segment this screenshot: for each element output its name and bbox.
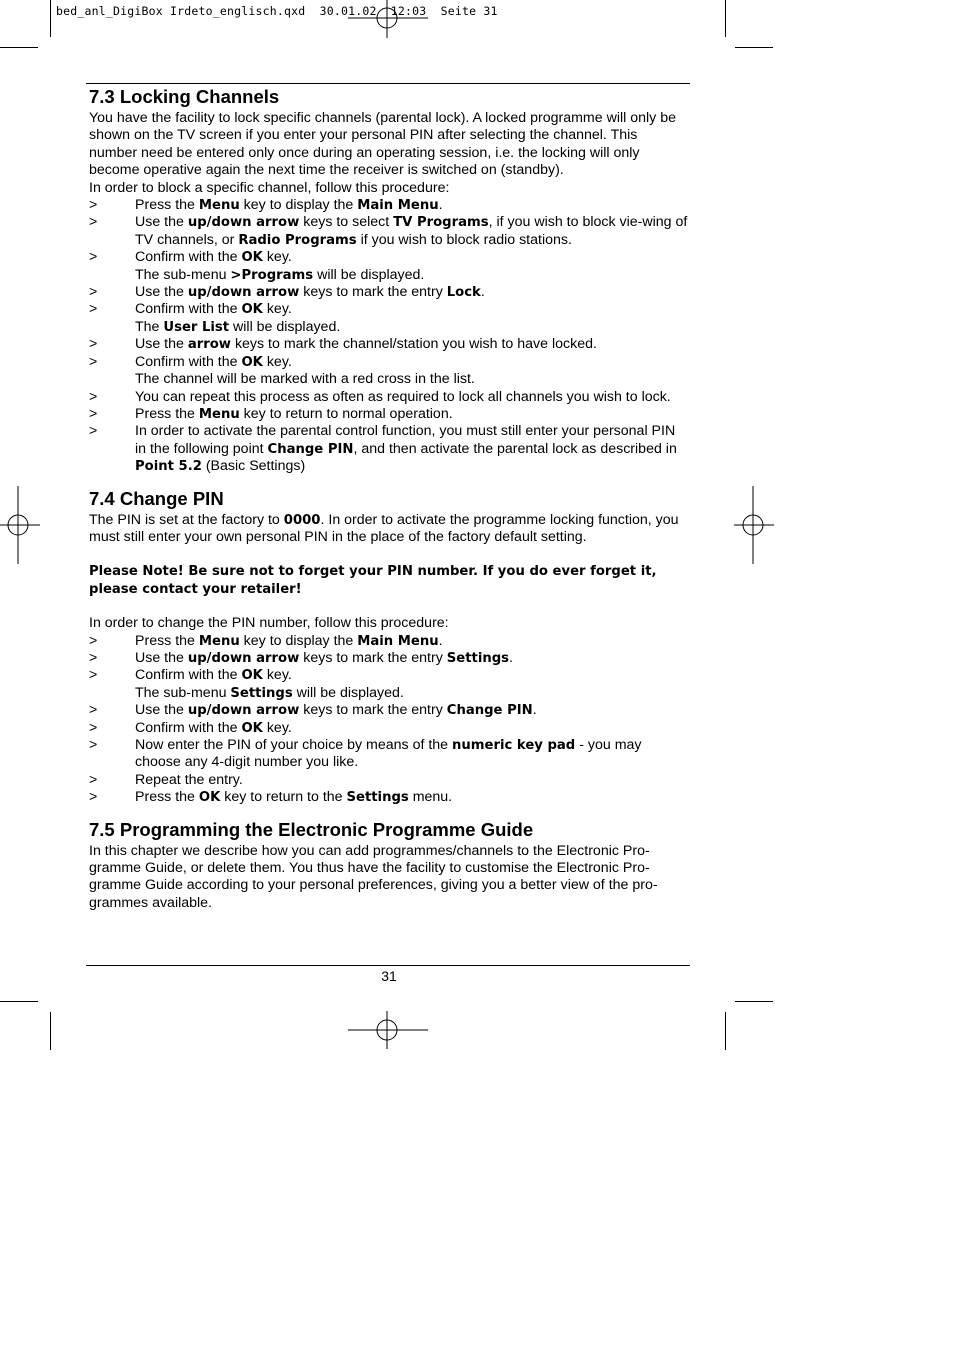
section-7-5-intro: In this chapter we describe how you can add programmes/channels to the Electronic Pro-gramme Guide, or delete them. You thus have the facility to customise the Electronic Pro-gramme Guide according to your personal preferences, giving you a better view of the pro-grammes available. [89, 842, 658, 911]
text-run: The sub-menu [135, 684, 231, 701]
procedure-step [89, 423, 689, 475]
crop-mark-top-left-h [0, 47, 38, 48]
text-run: Confirm with the [135, 301, 242, 318]
bold-term: OK [241, 668, 263, 684]
bold-term: numeric key pad [452, 738, 576, 753]
text-run: , and then activate the parental lock as described in [353, 440, 677, 457]
bold-term: Radio Programs [238, 232, 357, 248]
step-bullet: > [89, 737, 98, 753]
step-bullet: > [89, 284, 98, 301]
step-bullet: > [89, 301, 98, 318]
crop-mark-bottom-left-h [0, 1001, 38, 1002]
step-bullet: > [89, 649, 98, 666]
procedure-step [89, 737, 689, 772]
text-run: , if you wish to block vie-wing of TV channels, or [135, 214, 688, 248]
text-run: keys to select [299, 214, 394, 231]
text-run: . [438, 197, 443, 214]
bold-term: arrow [187, 337, 231, 353]
bold-term: up/down arrow [187, 650, 300, 666]
text-run: Use the [135, 649, 188, 666]
bold-term: OK [241, 720, 263, 736]
procedure-step [89, 406, 689, 423]
text-run: key. [262, 301, 292, 318]
bold-term: User List [163, 319, 230, 335]
crop-mark-bottom-right-v [725, 1012, 726, 1050]
step-bullet: > [89, 632, 98, 649]
procedure-step [89, 389, 689, 406]
header-rule [86, 83, 690, 84]
procedure-step [89, 197, 689, 214]
text-run: key. [262, 353, 292, 370]
text-run: Confirm with the [135, 719, 242, 736]
procedure-step [89, 789, 689, 806]
bold-term: Menu [198, 633, 240, 649]
text-run: key to display the [239, 632, 358, 649]
step-bullet: > [89, 423, 98, 440]
section-7-5-heading: 7.5 Programming the Electronic Programme Guide [89, 818, 534, 840]
text-run: Use the [135, 214, 188, 231]
bold-term: Menu [198, 406, 240, 422]
step-bullet: > [89, 336, 98, 353]
footer-rule [86, 965, 690, 966]
section-7-3-steps [89, 197, 689, 476]
text-run: In order to activate the parental control function, you must still enter your personal PIN in the following point [135, 423, 676, 457]
pin-warning-note: Please Note! Be sure not to forget your PIN number. If you do ever forget it, please contact your retailer! [89, 564, 657, 597]
bold-term: Point 5.2 [135, 459, 202, 475]
text-run: The PIN is set at the factory to [89, 511, 284, 528]
bold-term: Main Menu [357, 633, 439, 649]
text-run: key. [262, 667, 292, 684]
step-bullet: > [89, 405, 98, 422]
bold-term: OK [241, 354, 263, 370]
procedure-step [89, 249, 689, 266]
step-result-note [89, 685, 689, 702]
bold-term: Settings [230, 685, 293, 701]
step-result-note [89, 267, 689, 284]
bold-term: Settings [446, 650, 510, 666]
text-run: key to return to the [220, 789, 347, 806]
step-bullet: > [89, 214, 98, 231]
procedure-step [89, 214, 689, 249]
text-run: (Basic Settings) [201, 458, 306, 475]
section-7-3-heading: 7.3 Locking Channels [89, 86, 280, 107]
text-run: Press the [135, 632, 199, 649]
bold-term: OK [198, 790, 221, 806]
bold-term: Lock [446, 285, 481, 301]
registration-mark-bottom-icon [348, 1011, 428, 1051]
bold-term: Settings [346, 790, 409, 806]
procedure-step [89, 702, 689, 719]
step-bullet: > [89, 388, 98, 405]
step-bullet: > [89, 789, 98, 806]
text-run: . In order to activate the programme locking function, you must still enter your own personal PIN in the place of the factory default setting. [89, 511, 679, 545]
crop-mark-top-left-v [50, 0, 51, 37]
registration-mark-top-icon [348, 0, 428, 40]
step-bullet: > [89, 771, 98, 788]
bold-term: >Programs [230, 267, 314, 283]
bold-term: OK [241, 302, 263, 318]
bold-term: 0000 [283, 512, 321, 528]
page-number: 31 [381, 968, 397, 984]
text-run: The channel will be marked with a red cross in the list. [135, 371, 475, 388]
step-bullet: > [89, 667, 98, 684]
text-run: Use the [135, 284, 188, 301]
section-7-3-intro: You have the facility to lock specific channels (parental lock). A locked programme will only be shown on the TV screen if you enter your personal PIN after selecting the channel. This number need be entered only once during an operating session, i.e. the locking will only become operative again the next time the receiver is switched on (standby). [89, 110, 676, 179]
step-bullet: > [89, 197, 98, 214]
bold-term: TV Programs [393, 215, 489, 231]
step-bullet: > [89, 702, 98, 719]
text-run: will be displayed. [313, 266, 425, 283]
procedure-step [89, 284, 689, 301]
text-run: Press the [135, 789, 199, 806]
section-7-4-lead: In order to change the PIN number, follow this procedure: [89, 615, 449, 632]
text-run: Confirm with the [135, 667, 242, 684]
text-run: key. [262, 719, 292, 736]
text-run: keys to mark the entry [299, 702, 447, 719]
text-run: Use the [135, 702, 188, 719]
crop-mark-bottom-left-v [50, 1012, 51, 1050]
bold-term: Main Menu [357, 198, 439, 214]
procedure-step [89, 336, 689, 353]
text-run: - you may choose any 4-digit number you like. [135, 737, 642, 771]
text-run: Use the [135, 336, 188, 353]
page-content [89, 86, 689, 912]
text-run: keys to mark the entry [299, 284, 447, 301]
text-run: keys to mark the channel/station you wish to have locked. [231, 336, 597, 353]
procedure-step [89, 301, 689, 318]
text-run: . [438, 632, 443, 649]
registration-mark-left-icon [0, 486, 40, 566]
section-7-3-lead: In order to block a specific channel, follow this procedure: [89, 179, 450, 196]
text-run: menu. [408, 789, 453, 806]
text-run: The [135, 318, 164, 335]
text-run: Repeat the entry. [135, 771, 243, 788]
crop-mark-bottom-right-h [735, 1001, 773, 1002]
text-run: Confirm with the [135, 249, 242, 266]
step-bullet: > [89, 719, 98, 736]
file-slug: bed_anl_DigiBox Irdeto_englisch.qxd 30.01.02 12:03 Seite 31 [56, 4, 498, 18]
section-7-4-steps [89, 633, 689, 807]
text-run: Press the [135, 197, 199, 214]
text-run: key to return to normal operation. [239, 405, 453, 422]
text-run: You can repeat this process as often as required to lock all channels you wish to lock. [135, 388, 671, 405]
text-run: will be displayed. [292, 684, 404, 701]
procedure-step [89, 720, 689, 737]
procedure-step [89, 354, 689, 371]
text-run: Now enter the PIN of your choice by means of the [135, 737, 453, 753]
crop-mark-top-right-h [735, 47, 773, 48]
procedure-step [89, 650, 689, 667]
text-run: key. [262, 249, 292, 266]
text-run: if you wish to block radio stations. [356, 231, 572, 248]
bold-term: up/down arrow [187, 285, 300, 301]
step-result-note [89, 319, 689, 336]
step-bullet: > [89, 353, 98, 370]
section-7-4-heading: 7.4 Change PIN [89, 487, 224, 509]
text-run: . [509, 649, 513, 666]
bold-term: up/down arrow [187, 215, 300, 231]
registration-mark-right-icon [734, 486, 774, 566]
procedure-step [89, 667, 689, 684]
text-run: The sub-menu [135, 266, 231, 283]
procedure-step [89, 772, 689, 789]
step-result-note [89, 371, 689, 388]
bold-term: Menu [198, 198, 240, 214]
section-7-4-intro [89, 512, 689, 547]
bold-term: Change PIN [267, 441, 354, 457]
text-run: . [480, 284, 485, 301]
bold-term: Change PIN [446, 703, 533, 719]
text-run: . [532, 702, 537, 719]
text-run: will be displayed. [229, 318, 341, 335]
procedure-step [89, 633, 689, 650]
bold-term: OK [241, 250, 263, 266]
bold-term: up/down arrow [187, 703, 300, 719]
text-run: key to display the [239, 197, 358, 214]
crop-mark-top-right-v [725, 0, 726, 37]
text-run: Press the [135, 405, 199, 422]
text-run: keys to mark the entry [299, 649, 447, 666]
step-bullet: > [89, 249, 98, 266]
text-run: Confirm with the [135, 353, 242, 370]
